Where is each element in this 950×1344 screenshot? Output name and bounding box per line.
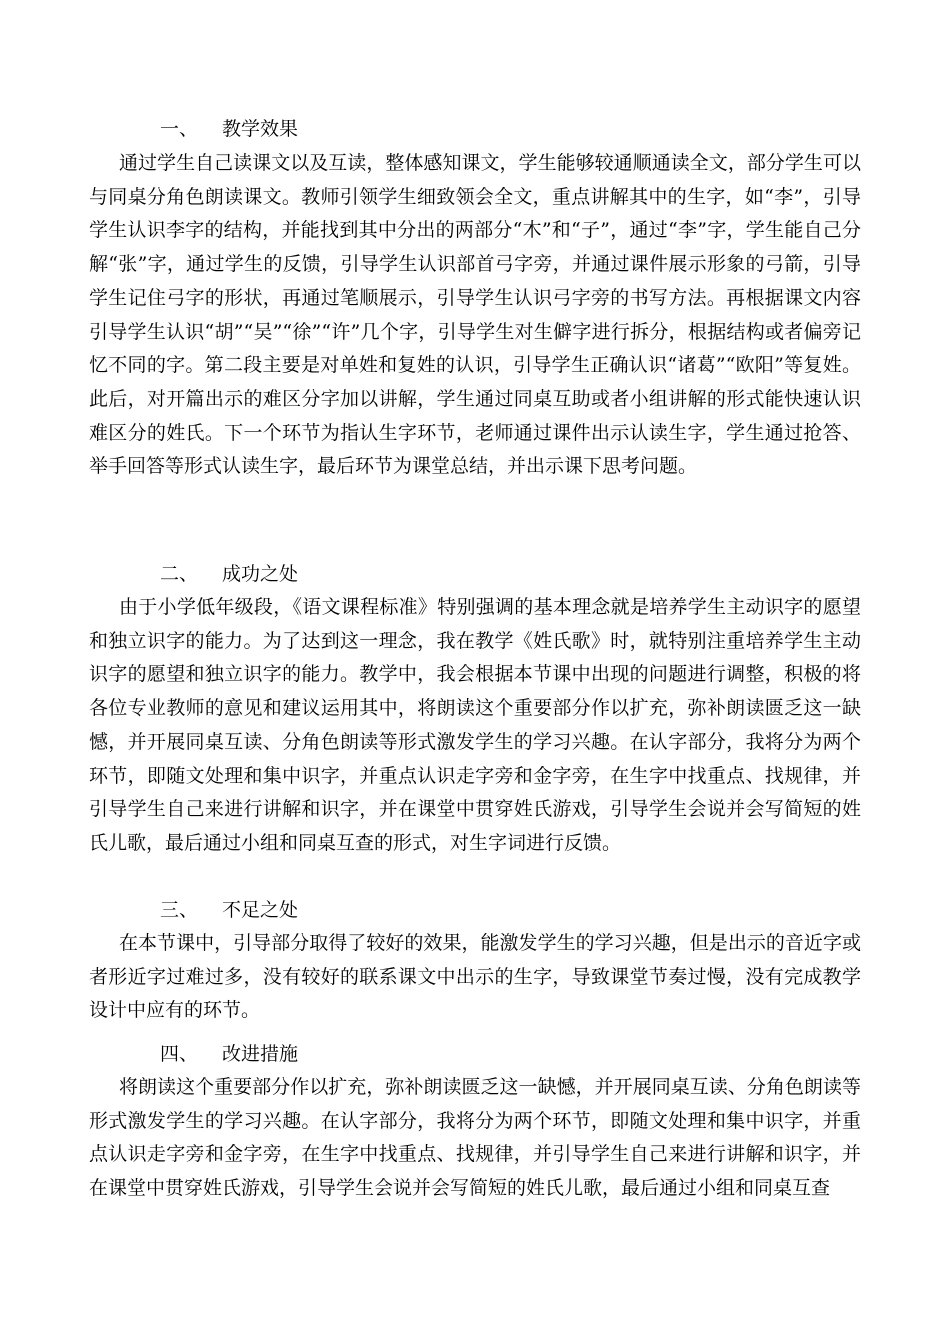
section-heading-4 xyxy=(160,1037,298,1071)
section-title: 改进措施 xyxy=(222,1043,299,1065)
section-number: 一、 xyxy=(160,118,199,140)
section-body-2: 由于小学低年级段，《语文课程标准》特别强调的基本理念就是培养学生主动识字的愿望和独立识字的能力。为了达到这一理念，我在教学《姓氏歌》时，就特别注重培养学生主动识字的愿望和独立识字的能力。教学中，我会根据本节课中出现的问题进行调整，积极的将各位专业教师的意见和建议运用其中，将朗读这个重要部分作以扩充，弥补朗读匮乏这一缺憾，并开展同桌互读、分角色朗读等形式激发学生的学习兴趣。在认字部分，我将分为两个环节，即随文处理和集中识字，并重点认识走字旁和金字旁，在生字中找重点、找规律，并引导学生自己来进行讲解和识字，并在课堂中贯穿姓氏游戏，引导学生会说并会写简短的姓氏儿歌，最后通过小组和同桌互查的形式，对生字词进行反馈。 xyxy=(89,596,861,854)
section-number: 三、 xyxy=(160,899,199,921)
section-body-3: 在本节课中，引导部分取得了较好的效果，能激发学生的学习兴趣，但是出示的音近字或者形近字过难过多，没有较好的联系课文中出示的生字，导致课堂节奏过慢，没有完成教学设计中应有的环节。 xyxy=(89,932,861,1022)
section-title: 成功之处 xyxy=(222,563,299,585)
section-number: 四、 xyxy=(160,1043,199,1065)
section-body-4: 将朗读这个重要部分作以扩充，弥补朗读匮乏这一缺憾，并开展同桌互读、分角色朗读等形式激发学生的学习兴趣。在认字部分，我将分为两个环节，即随文处理和集中识字，并重点认识走字旁和金字旁，在生字中找重点、找规律，并引导学生自己来进行讲解和识字，并在课堂中贯穿姓氏游戏，引导学生会说并会写简短的姓氏儿歌，最后通过小组和同桌互查 xyxy=(89,1076,861,1200)
section-heading-2 xyxy=(160,557,298,591)
section-heading-1 xyxy=(160,112,298,146)
section-body-1: 通过学生自己读课文以及互读，整体感知课文，学生能够较通顺通读全文，部分学生可以与同桌分角色朗读课文。教师引领学生细致领会全文，重点讲解其中的生字，如“李”，引导学生认识李字的结构，并能找到其中分出的两部分“木”和“子”，通过“李”字，学生能自己分解“张”字，通过学生的反馈，引导学生认识部首弓字旁，并通过课件展示形象的弓箭，引导学生记住弓字的形状，再通过笔顺展示，引导学生认识弓字旁的书写方法。再根据课文内容引导学生认识“胡”“吴”“徐”“许”几个字，引导学生对生僻字进行拆分，根据结构或者偏旁记忆不同的字。第二段主要是对单姓和复姓的认识，引导学生正确认识“诸葛”“欧阳”等复姓。此后，对开篇出示的难区分字加以讲解，学生通过同桌互助或者小组讲解的形式能快速认识难区分的姓氏。下一个环节为指认生字环节，老师通过课件出示认读生字，学生通过抢答、举手回答等形式认读生字，最后环节为课堂总结，并出示课下思考问题。 xyxy=(89,152,861,478)
section-title: 不足之处 xyxy=(222,899,299,921)
section-title: 教学效果 xyxy=(222,118,299,140)
section-number: 二、 xyxy=(160,563,199,585)
section-heading-3 xyxy=(160,893,298,927)
